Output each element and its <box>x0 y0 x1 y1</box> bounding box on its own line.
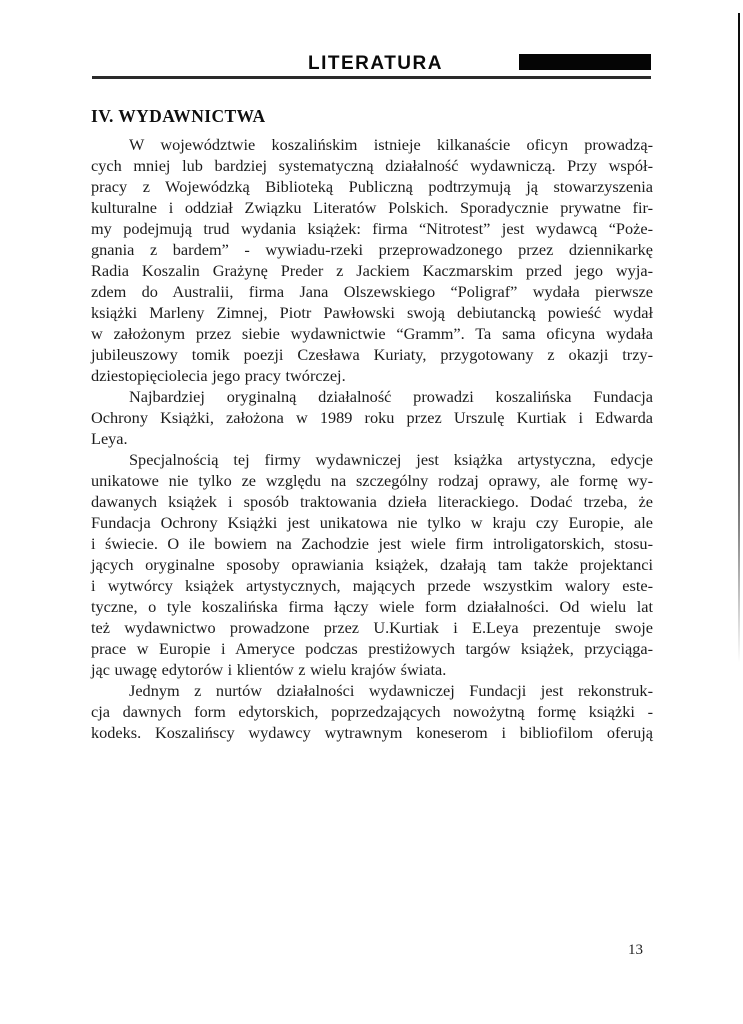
text-line: Radia Koszalin Grażynę Preder z Jackiem Kaczmarskim przed jego wyja- <box>91 261 653 280</box>
section-heading: IV. WYDAWNICTWA <box>91 106 266 126</box>
text-line: Fundacja Ochrony Książki jest unikatowa nie tylko w kraju czy Europie, ale <box>91 513 653 532</box>
paragraph <box>91 386 653 449</box>
text-line: cych mniej lub bardziej systematyczną działalność wydawniczą. Przy współ- <box>91 156 653 175</box>
text-line: Leya. <box>91 429 128 448</box>
text-line: tyczne, o tyle koszalińska firma łączy wiele form działalności. Od wielu lat <box>91 597 653 616</box>
text-line: dawanych książek i sposób traktowania dzieła literackiego. Dodać trzeba, że <box>91 492 653 511</box>
text-line: zdem do Australii, firma Jana Olszewskiego “Poligraf” wydała pierwsze <box>91 282 653 301</box>
text-line: W województwie koszalińskim istnieje kilkanaście oficyn prowadzą- <box>129 135 653 154</box>
text-line: kulturalne i oddział Związku Literatów Polskich. Sporadycznie prywatne fir- <box>91 198 653 217</box>
paragraphs-container <box>91 134 653 743</box>
text-line: też wydawnictwo prowadzone przez U.Kurtiak i E.Leya prezentuje swoje <box>91 618 653 637</box>
running-header-title: LITERATURA <box>308 53 443 74</box>
text-line: Jednym z nurtów działalności wydawniczej Fundacji jest rekonstruk- <box>129 681 653 700</box>
header-black-bar <box>519 54 651 70</box>
text-line: prace w Europie i Ameryce podczas prestiżowych targów książek, przyciąga- <box>91 639 653 658</box>
text-line: unikatowe nie tylko ze względu na szczególny rodzaj oprawy, ale formę wy- <box>91 471 653 490</box>
text-line: Najbardziej oryginalną działalność prowadzi koszalińska Fundacja <box>129 387 653 406</box>
page-number: 13 <box>628 942 643 958</box>
paragraph <box>91 134 653 386</box>
text-line: cja dawnych form edytorskich, poprzedzających nowożytną formę książki - <box>91 702 653 721</box>
text-line: Specjalnością tej firmy wydawniczej jest książka artystyczna, edycje <box>129 450 653 469</box>
header-rule <box>92 76 651 79</box>
text-line: i świecie. O ile bowiem na Zachodzie jest wiele firm introligatorskich, stosu- <box>91 534 653 553</box>
text-line: jąc uwagę edytorów i klientów z wielu krajów świata. <box>91 660 447 679</box>
text-line: jących oryginalne sposoby oprawiania książek, dzałają tam także projektanci <box>91 555 653 574</box>
text-line: dziestopięciolecia jego pracy twórczej. <box>91 366 346 385</box>
page-body <box>91 106 653 743</box>
text-line: my podejmują trud wydania książek: firma “Nitrotest” jest wydawcą “Poże- <box>91 219 653 238</box>
text-line: i wytwórcy książek artystycznych, mających przede wszystkim walory este- <box>91 576 653 595</box>
text-line: pracy z Wojewódzką Biblioteką Publiczną podtrzymują ją stowarzyszenia <box>91 177 653 196</box>
paragraph <box>91 680 653 743</box>
text-line: Ochrony Książki, założona w 1989 roku przez Urszulę Kurtiak i Edwarda <box>91 408 653 427</box>
text-line: jubileuszowy tomik poezji Czesława Kuriaty, przygotowany z okazji trzy- <box>91 345 653 364</box>
text-line: książki Marleny Zimnej, Piotr Pawłowski swoją debiutancką powieść wydał <box>91 303 653 322</box>
text-line: kodeks. Koszalińscy wydawcy wytrawnym koneserom i bibliofilom oferują <box>91 723 653 742</box>
page-edge-scan-line <box>738 13 740 663</box>
paragraph <box>91 449 653 680</box>
text-line: gnania z bardem” - wywiadu-rzeki przeprowadzonego przez dziennikarkę <box>91 240 653 259</box>
text-line: w założonym przez siebie wydawnictwie “Gramm”. Ta sama oficyna wydała <box>91 324 653 343</box>
